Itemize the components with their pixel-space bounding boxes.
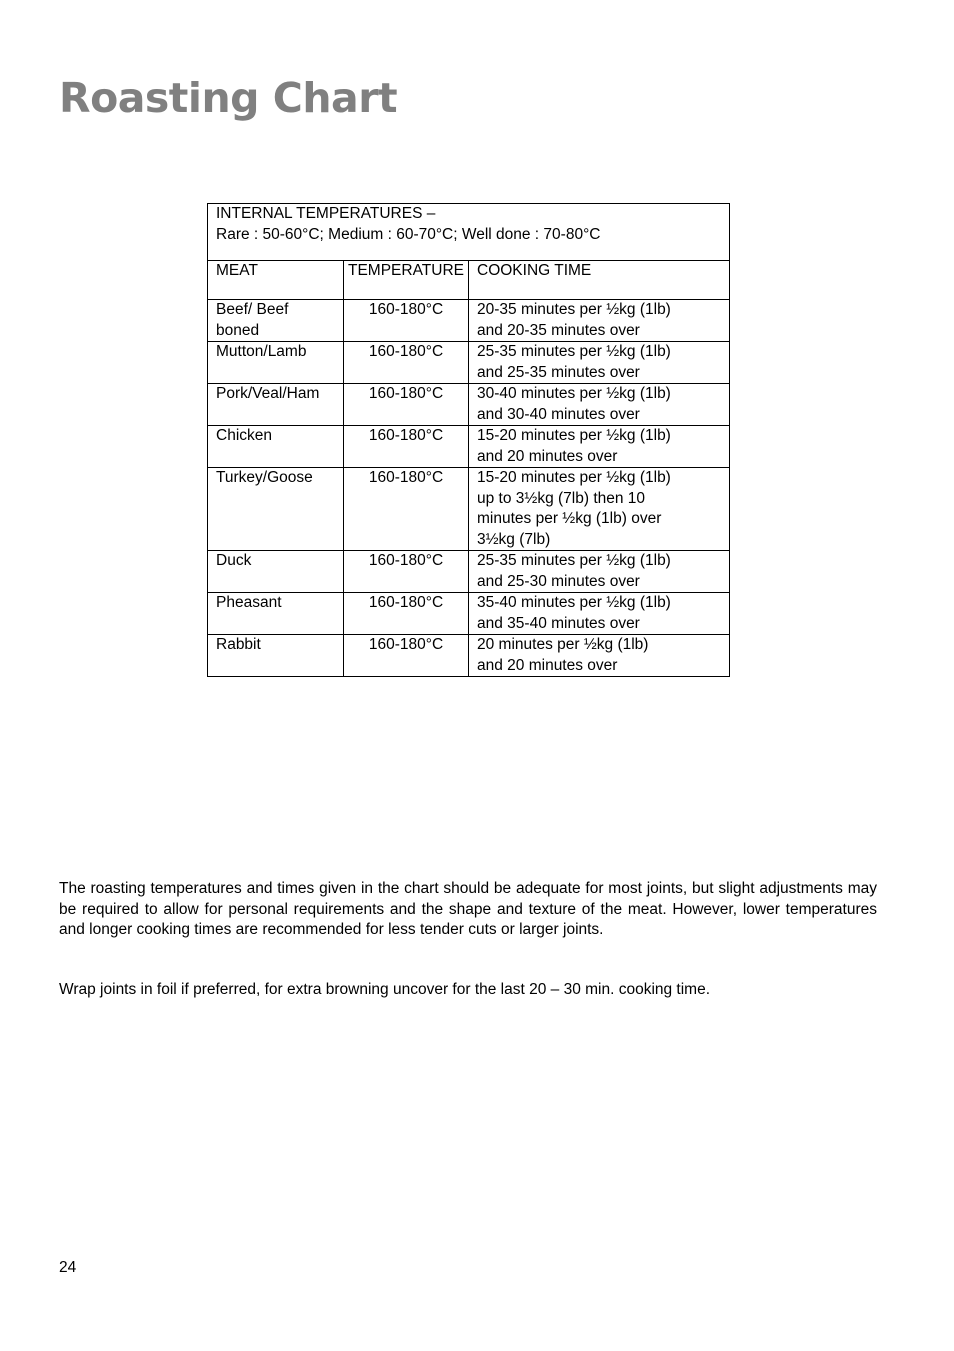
table-row — [208, 468, 730, 551]
cooking-time-line: 3½kg (7lb) — [477, 530, 551, 548]
temperature-cell: 160-180°C — [344, 384, 469, 426]
page-number: 24 — [59, 1259, 77, 1276]
cooking-time-line: and 20 minutes over — [477, 447, 618, 465]
cooking-time-line: and 20 minutes over — [477, 656, 618, 674]
header-meat: MEAT — [208, 261, 344, 300]
page-title: Roasting Chart — [59, 74, 398, 122]
meat-cell: Turkey/Goose — [208, 468, 344, 551]
doneness-temperatures: Rare : 50-60°C; Medium : 60-70°C; Well done : 70-80°C — [216, 225, 601, 243]
cooking-time-line: 15-20 minutes per ½kg (1lb) — [477, 469, 671, 486]
cooking-time-line: and 35-40 minutes over — [477, 614, 640, 632]
table-row — [208, 384, 730, 426]
internal-temperatures-heading: INTERNAL TEMPERATURES – — [216, 205, 436, 222]
temperature-cell: 160-180°C — [344, 468, 469, 551]
cooking-time-line: 20 minutes per ½kg (1lb) — [477, 636, 649, 653]
temperature-cell: 160-180°C — [344, 551, 469, 593]
table-row — [208, 551, 730, 593]
table-row — [208, 300, 730, 342]
cooking-time-line: and 20-35 minutes over — [477, 321, 640, 339]
cooking-time-cell — [469, 593, 730, 635]
internal-temperatures-cell — [208, 204, 730, 261]
cooking-time-line: 15-20 minutes per ½kg (1lb) — [477, 427, 671, 444]
internal-temperatures-row — [208, 204, 730, 261]
meat-cell: Chicken — [208, 426, 344, 468]
cooking-time-cell — [469, 551, 730, 593]
meat-cell: Pork/Veal/Ham — [208, 384, 344, 426]
table-row — [208, 593, 730, 635]
foil-paragraph: Wrap joints in foil if preferred, for extra browning uncover for the last 20 – 30 min. cooking time. — [59, 981, 711, 998]
temperature-cell: 160-180°C — [344, 635, 469, 677]
temperature-cell: 160-180°C — [344, 426, 469, 468]
cooking-time-cell — [469, 342, 730, 384]
cooking-time-line: 25-35 minutes per ½kg (1lb) — [477, 552, 671, 569]
cooking-time-line: 35-40 minutes per ½kg (1lb) — [477, 594, 671, 611]
meat-cell: Rabbit — [208, 635, 344, 677]
roasting-chart-table — [207, 203, 730, 677]
cooking-time-line: up to 3½kg (7lb) then 10 — [477, 489, 646, 507]
cooking-time-line: and 30-40 minutes over — [477, 405, 640, 423]
cooking-time-cell — [469, 426, 730, 468]
meat-cell: Mutton/Lamb — [208, 342, 344, 384]
header-temperature: TEMPERATURE — [344, 261, 469, 300]
table-header-row — [208, 261, 730, 300]
temperature-cell: 160-180°C — [344, 342, 469, 384]
meat-cell: Beef/ Beef boned — [208, 300, 344, 342]
table-row — [208, 426, 730, 468]
cooking-time-line: 25-35 minutes per ½kg (1lb) — [477, 343, 671, 360]
cooking-time-line: 30-40 minutes per ½kg (1lb) — [477, 385, 671, 402]
adjustments-paragraph: The roasting temperatures and times given in the chart should be adequate for most joints, but slight adjustments may be required to allow for personal requirements and the shape and texture of the meat. However, lower temperatures and longer cooking times are recommended for less tender cuts or larger joints. — [59, 880, 877, 938]
temperature-cell: 160-180°C — [344, 593, 469, 635]
cooking-time-line: and 25-35 minutes over — [477, 363, 640, 381]
table-row — [208, 342, 730, 384]
cooking-time-cell — [469, 468, 730, 551]
meat-cell: Duck — [208, 551, 344, 593]
header-cooking-time: COOKING TIME — [469, 261, 730, 300]
cooking-time-line: 20-35 minutes per ½kg (1lb) — [477, 301, 671, 318]
cooking-time-cell — [469, 635, 730, 677]
meat-cell: Pheasant — [208, 593, 344, 635]
cooking-time-line: minutes per ½kg (1lb) over — [477, 510, 662, 527]
roasting-chart-body — [208, 204, 730, 677]
cooking-time-cell — [469, 300, 730, 342]
temperature-cell: 160-180°C — [344, 300, 469, 342]
cooking-time-cell — [469, 384, 730, 426]
table-row — [208, 635, 730, 677]
cooking-time-line: and 25-30 minutes over — [477, 572, 640, 590]
